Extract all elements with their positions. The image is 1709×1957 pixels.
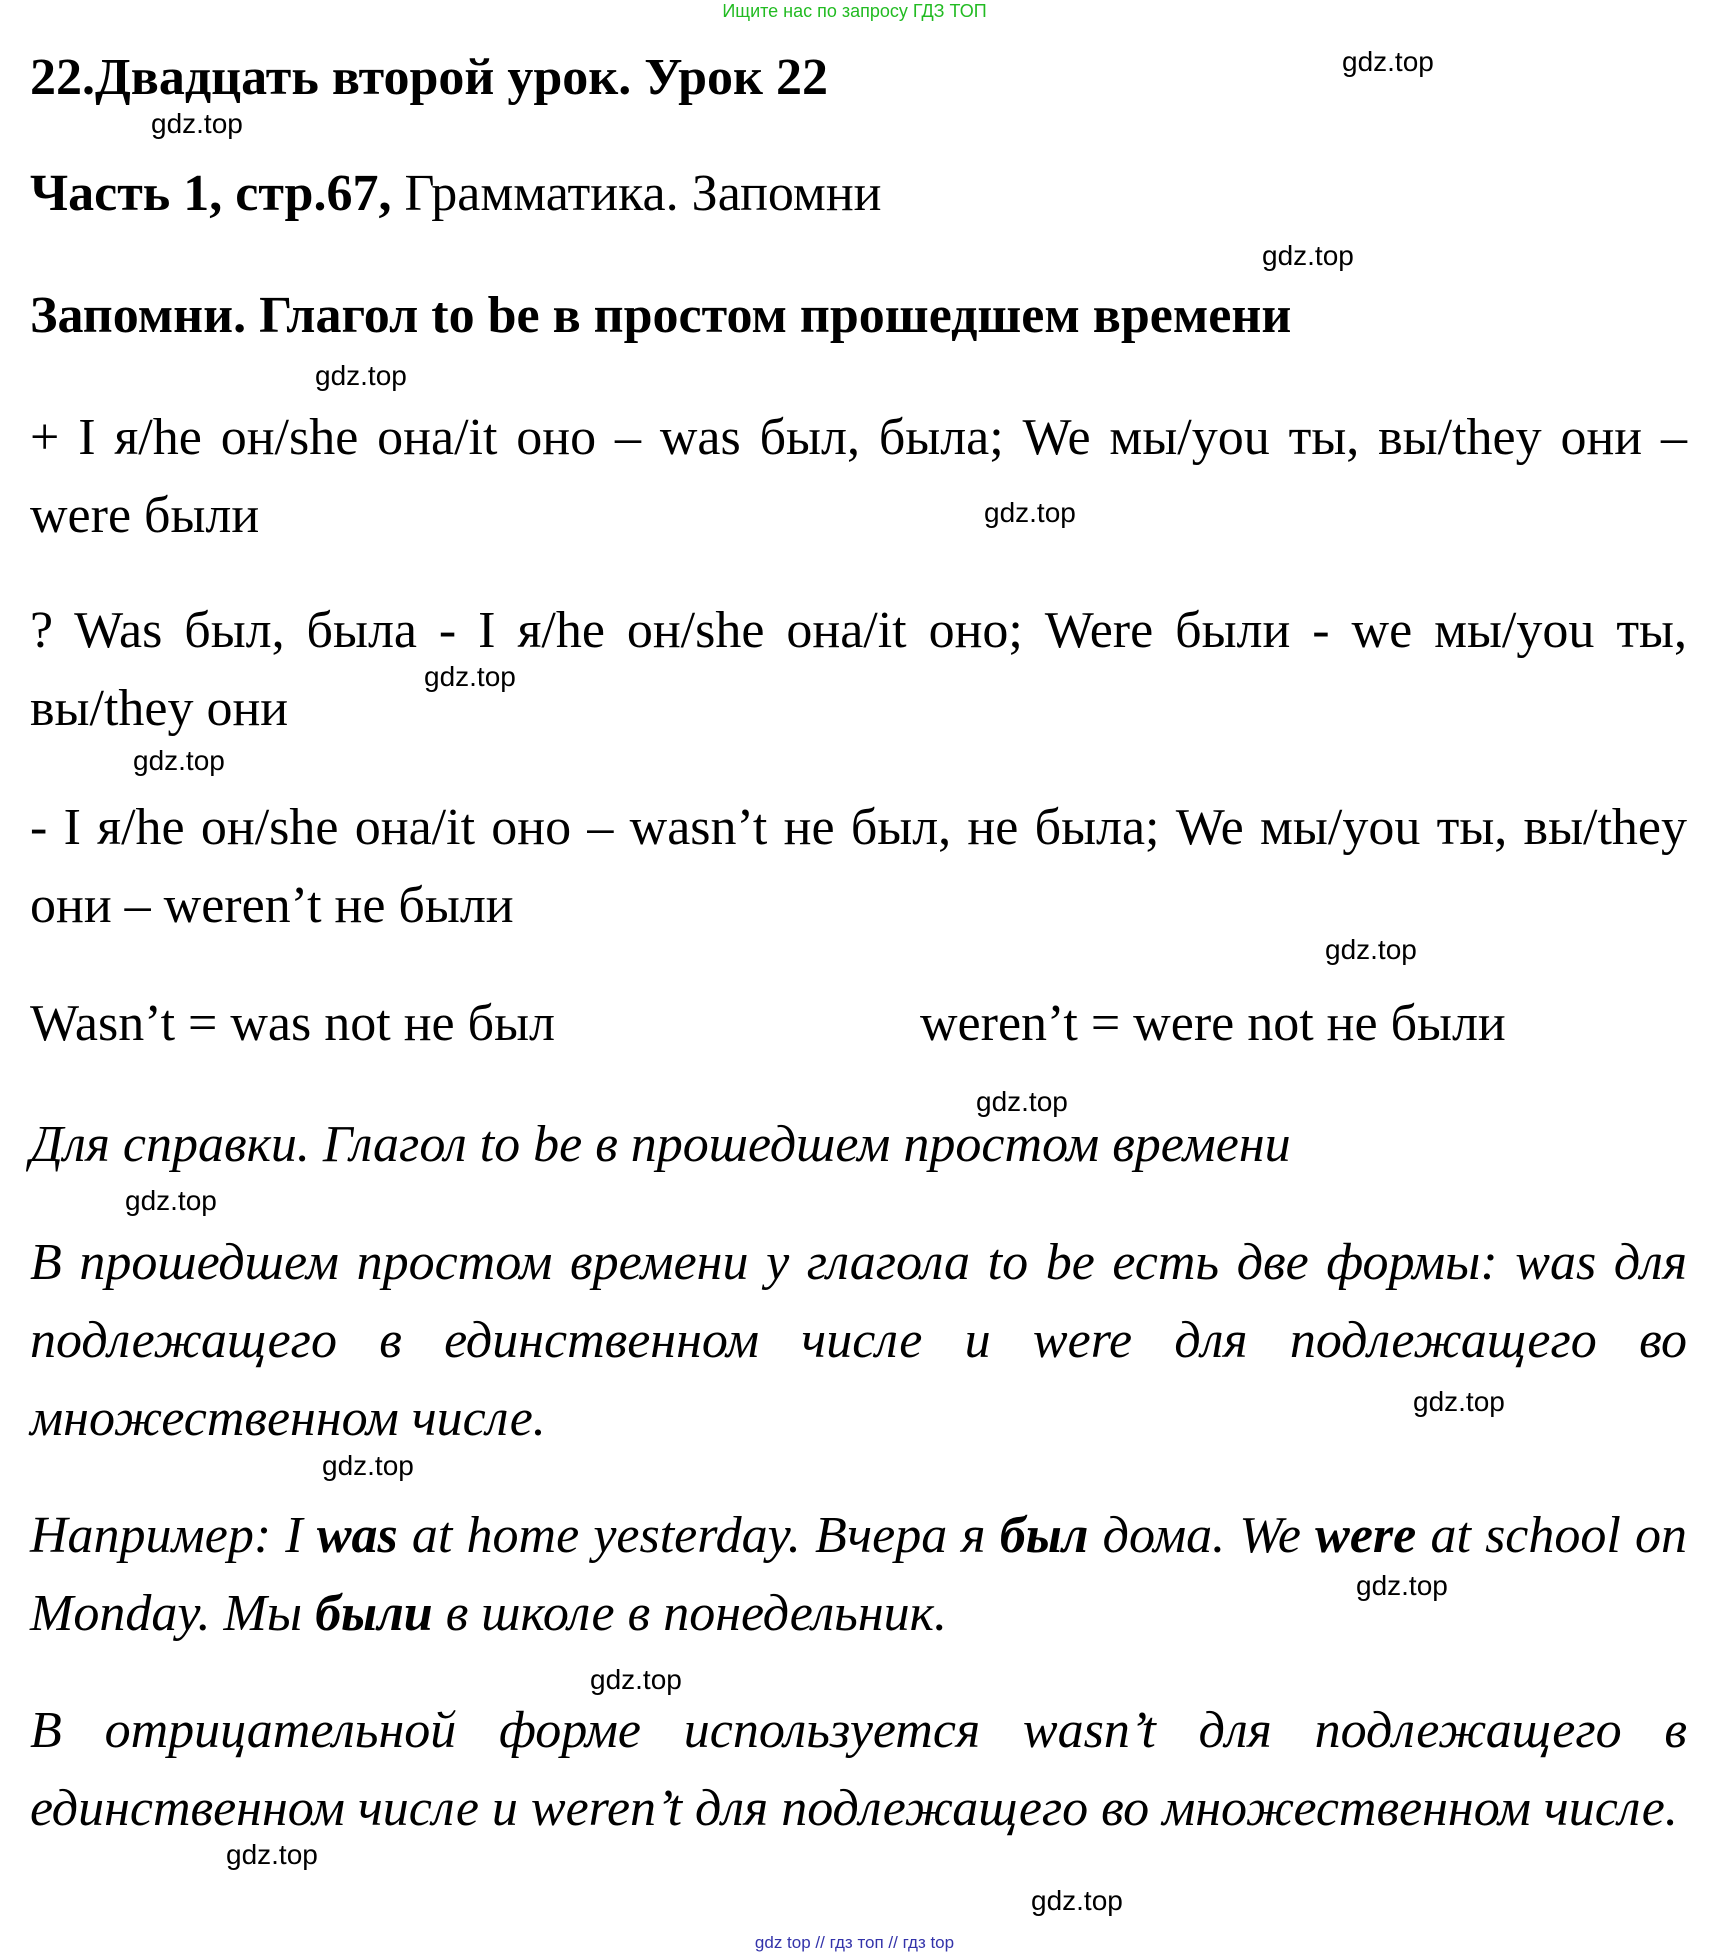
affirmative-rule: + I я/he он/she она/it оно – was был, была; We мы/you ты, вы/they они – were были: [30, 409, 1687, 544]
page-title: 22.Двадцать второй урок. Урок 22: [30, 49, 829, 106]
watermark: gdz.top: [976, 1086, 1068, 1117]
watermark: gdz.top: [1342, 46, 1434, 77]
watermark: gdz.top: [984, 497, 1076, 528]
contraction-was: Wasn’t = was not не был: [30, 995, 555, 1052]
negative-rule: - I я/he он/she она/it оно – wasn’t не был, не была; We мы/you ты, вы/they они – weren’t не были: [30, 799, 1687, 934]
watermark: gdz.top: [151, 108, 243, 139]
contraction-were: weren’t = were not не были: [920, 995, 1506, 1052]
reference-heading: Для справки. Глагол to be в прошедшем простом времени: [30, 1116, 1291, 1173]
example-part: Например: I: [30, 1507, 317, 1564]
example-bold-byl: был: [999, 1507, 1089, 1564]
watermark: gdz.top: [1413, 1386, 1505, 1417]
rule-heading: Запомни. Глагол to be в простом прошедшем времени: [30, 287, 1292, 344]
example-bold-byli: были: [315, 1585, 433, 1642]
watermark: gdz.top: [125, 1185, 217, 1216]
watermark: gdz.top: [1262, 240, 1354, 271]
top-banner: Ищите нас по запросу ГДЗ ТОП: [722, 1, 987, 21]
watermark: gdz.top: [590, 1664, 682, 1695]
watermark: gdz.top: [424, 661, 516, 692]
question-rule: ? Was был, была - I я/he он/she она/it оно; Were были - we мы/you ты, вы/they они: [30, 602, 1687, 737]
watermark: gdz.top: [1031, 1885, 1123, 1916]
negative-note: В отрицательной форме используется wasn’t для подлежащего в единственном числе и weren’t для подлежащего во множественном числе.: [30, 1702, 1687, 1837]
example-part: at home yesterday. Вчера я: [397, 1507, 1000, 1564]
watermark: gdz.top: [133, 745, 225, 776]
section-subtitle: [30, 160, 881, 228]
watermark: gdz.top: [226, 1839, 318, 1870]
example-bold-were: were: [1315, 1507, 1417, 1564]
example-bold-was: was: [316, 1507, 398, 1564]
watermark: gdz.top: [1325, 934, 1417, 965]
reference-text: В прошедшем простом времени у глагола to be есть две формы: was для подлежащего в единственном числе и were для подлежащего во множественном числе.: [30, 1234, 1687, 1447]
example-part: дома. We: [1088, 1507, 1316, 1564]
footer-links: gdz top // гдз топ // гдз top: [754, 1933, 955, 1952]
part-topic: Грамматика. Запомни: [391, 165, 882, 222]
example-part: at school on Monday. Мы: [30, 1507, 1688, 1642]
watermark: gdz.top: [315, 360, 407, 391]
example-part: в школе в понедельник.: [432, 1585, 947, 1642]
part-label: Часть 1, стр.67,: [30, 165, 392, 222]
watermark: gdz.top: [322, 1450, 414, 1481]
watermark: gdz.top: [1356, 1570, 1448, 1601]
